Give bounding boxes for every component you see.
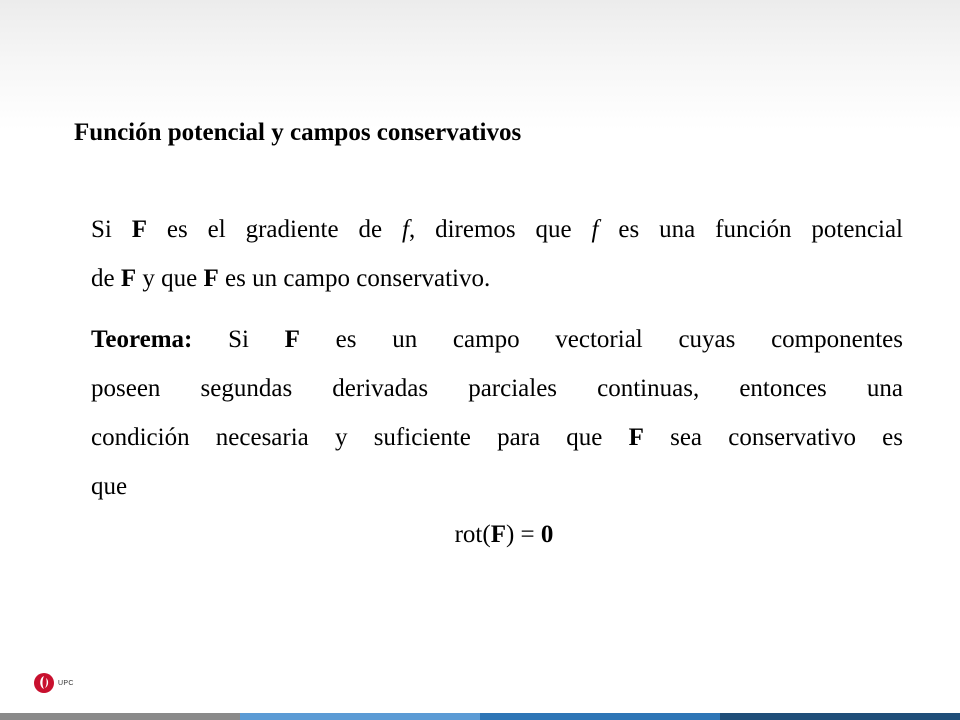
function-symbol: f <box>591 216 599 243</box>
upc-logo <box>27 660 168 706</box>
definition-line-2 <box>91 254 903 303</box>
footer-segment-2 <box>240 713 480 720</box>
text-run: condición necesaria y suficiente para que <box>91 424 629 451</box>
upc-emblem-icon <box>33 672 55 694</box>
text-run: es el gradiente de <box>147 216 402 243</box>
curl-formula <box>0 521 960 549</box>
text-run: es un campo vectorial cuyas componentes <box>299 326 903 353</box>
vector-field-symbol: F <box>131 216 148 243</box>
text-run: , diremos que <box>408 216 592 243</box>
theorem-label: Teorema: <box>91 326 193 353</box>
theorem-line-2: poseen segundas derivadas parciales continuas, entonces una <box>91 375 903 402</box>
theorem-line-4: que <box>91 473 128 500</box>
footer-color-bar <box>0 713 960 720</box>
theorem-line-3 <box>91 413 903 462</box>
logo-text: UPC <box>58 679 74 687</box>
function-symbol: f <box>402 216 409 243</box>
text-run: es una función potencial <box>598 216 904 243</box>
zero-vector: 0 <box>540 521 554 548</box>
vector-field-symbol: F <box>628 424 644 451</box>
theorem-line-1 <box>91 315 903 364</box>
slide-title: Función potencial y campos conservativos <box>74 119 522 146</box>
definition-paragraph <box>91 205 903 303</box>
vector-field-symbol: F <box>284 326 300 353</box>
text-run: ) = <box>505 521 541 548</box>
footer-segment-1 <box>0 713 240 720</box>
text-run: sea conservativo es <box>643 424 903 451</box>
text-run: es un campo conservativo. <box>218 265 491 292</box>
vector-field-symbol: F <box>120 265 137 292</box>
text-run: Si <box>192 326 285 353</box>
text-run: de <box>91 265 121 292</box>
text-run: rot( <box>454 521 491 548</box>
vector-field-symbol: F <box>490 521 506 548</box>
vector-field-symbol: F <box>203 265 219 292</box>
footer-segment-4 <box>720 713 960 720</box>
footer-segment-3 <box>480 713 720 720</box>
definition-line-1 <box>91 205 903 254</box>
text-run: Si <box>91 216 132 243</box>
text-run: y que <box>136 265 204 292</box>
theorem-paragraph <box>91 315 903 511</box>
